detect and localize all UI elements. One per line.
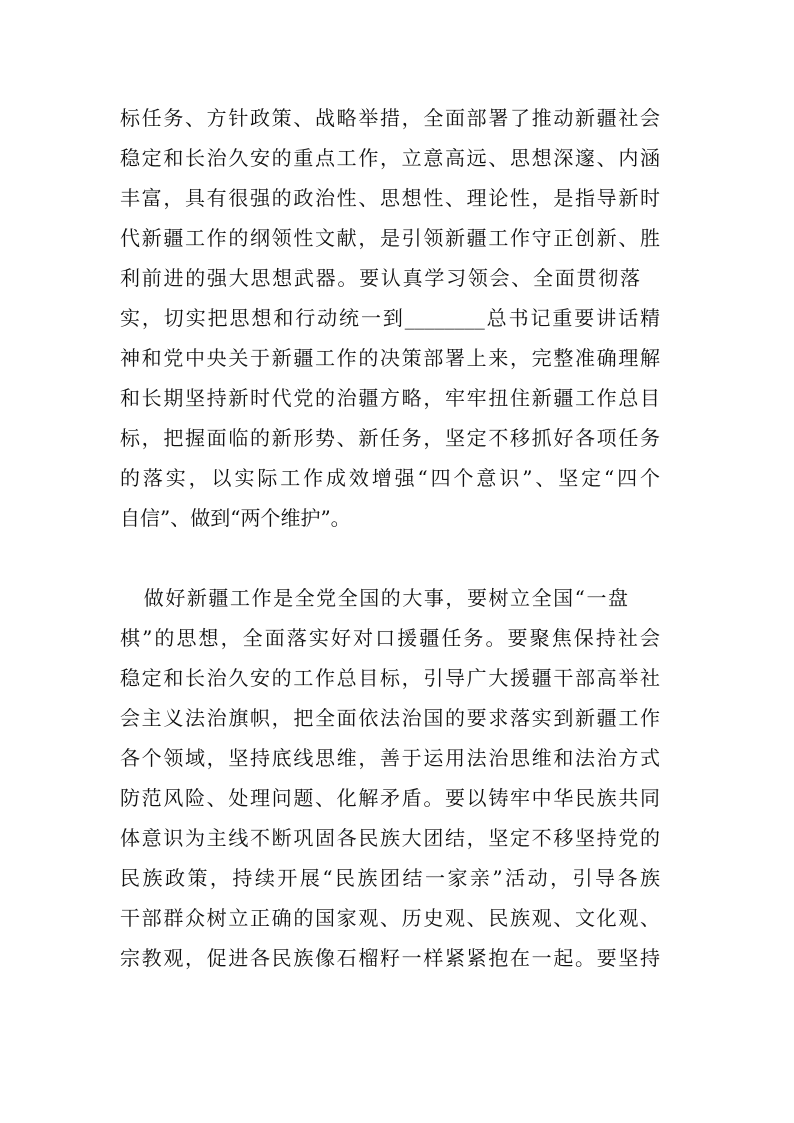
paragraph-line: 宗教观，促进各民族像石榴籽一样紧紧抱在一起。要坚持 [120,946,660,970]
paragraph-line: 和长期坚持新时代党的治疆方略，牢牢扭住新疆工作总目 [120,386,660,410]
paragraph-line: 防范风险、处理问题、化解矛盾。要以铸牢中华民族共同 [120,786,660,810]
paragraph-line: 体意识为主线不断巩固各民族大团结，坚定不移坚持党的 [120,826,660,850]
paragraph-line: 的落实，以实际工作成效增强“四个意识”、坚定“四个 [120,466,660,490]
paragraph-line: 干部群众树立正确的国家观、历史观、民族观、文化观、 [120,906,660,930]
paragraph-line: 各个领域，坚持底线思维，善于运用法治思维和法治方式 [120,746,660,770]
paragraph-line: 代新疆工作的纲领性文献，是引领新疆工作守正创新、胜 [120,226,660,250]
paragraph-line: 自信”、做到“两个维护”。 [120,506,351,530]
paragraph-line: 利前进的强大思想武器。要认真学习领会、全面贯彻落 [120,266,640,290]
paragraph-line: 稳定和长治久安的重点工作，立意高远、思想深邃、内涵 [120,146,660,170]
paragraph-line: 会主义法治旗帜，把全面依法治国的要求落实到新疆工作 [120,706,660,730]
paragraph-line: 标任务、方针政策、战略举措，全面部署了推动新疆社会 [120,106,660,130]
paragraph-line: 稳定和长治久安的工作总目标，引导广大援疆干部高举社 [120,666,660,690]
paragraph-line: 棋”的思想，全面落实好对口援疆任务。要聚焦保持社会 [120,626,660,650]
paragraph-line: 神和党中央关于新疆工作的决策部署上来，完整准确理解 [120,346,660,370]
paragraph-line: 丰富，具有很强的政治性、思想性、理论性，是指导新时 [120,186,660,210]
paragraph-line: 民族政策，持续开展“民族团结一家亲”活动，引导各族 [120,866,660,890]
paragraph-line: 做好新疆工作是全党全国的大事，要树立全国“一盘 [128,586,628,610]
paragraph-line: 实，切实把思想和行动统一到________总书记重要讲话精 [120,306,660,330]
paragraph-line: 标，把握面临的新形势、新任务，坚定不移抓好各项任务 [120,426,660,450]
